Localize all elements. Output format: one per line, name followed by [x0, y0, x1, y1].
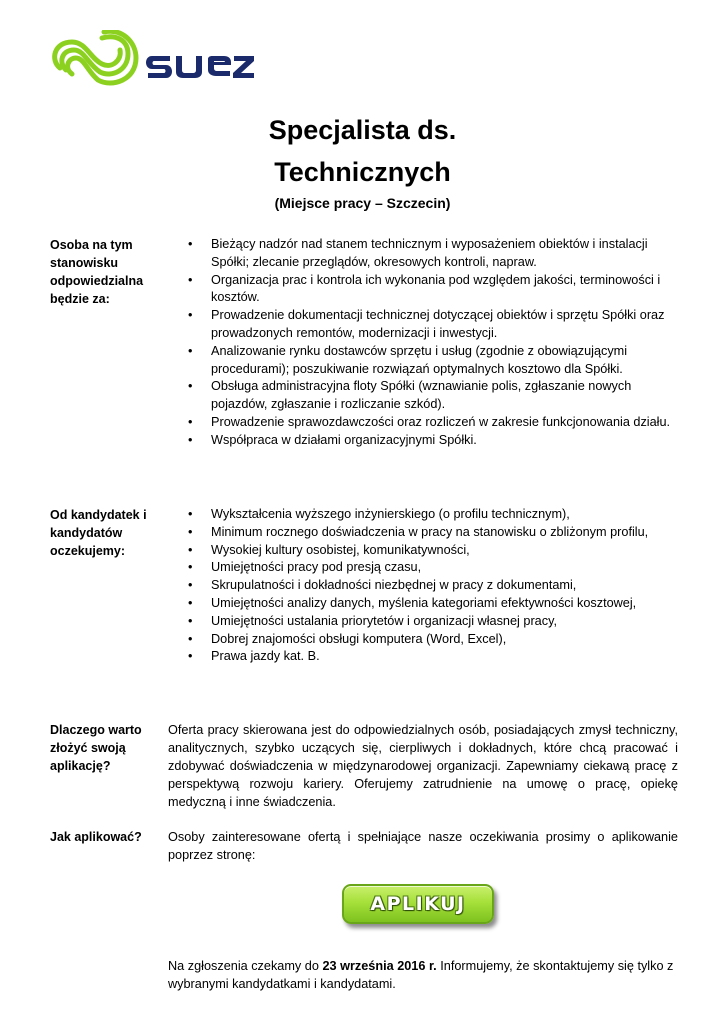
- responsibilities-list: [188, 236, 676, 450]
- list-item: • Wysokiej kultury osobistej, komunikatywności,: [188, 542, 676, 560]
- requirements-label: Od kandydatek i kandydatów oczekujemy:: [50, 508, 147, 558]
- list-item: • Analizowanie rynku dostawców sprzętu i usług (zgodnie z obowiązującymi procedurami); poszukiwanie rozwiązań optymalnych kosztowo dla Spółki.: [188, 343, 676, 379]
- list-item: • Organizacja prac i kontrola ich wykonania pod względem jakości, terminowości i kosztów.: [188, 272, 676, 308]
- how-apply-text: Osoby zainteresowane ofertą i spełniające nasze oczekiwania prosimy o aplikowanie poprzez stronę:: [168, 830, 678, 862]
- list-item: • Bieżący nadzór nad stanem technicznym i wyposażeniem obiektów i instalacji Spółki; zlecanie przeglądów, okresowych kontroli, napraw.: [188, 236, 676, 272]
- deadline-suffix: Informujemy, że skontaktujemy się tylko z wybranymi kandydatkami i kandydatami.: [168, 959, 674, 991]
- how-apply-label: Jak aplikować?: [50, 830, 142, 844]
- deadline-date: 23 września 2016 r.: [322, 959, 437, 973]
- suez-logo: [46, 30, 256, 88]
- list-item: • Umiejętności analizy danych, myślenia kategoriami efektywności kosztowej,: [188, 595, 676, 613]
- requirements-list: [188, 506, 676, 666]
- list-item: • Umiejętności pracy pod presją czasu,: [188, 559, 676, 577]
- job-location: (Miejsce pracy – Szczecin): [274, 195, 451, 211]
- page-title-line1: Specjalista ds.: [268, 115, 457, 145]
- list-item: • Prawa jazdy kat. B.: [188, 648, 676, 666]
- deadline-prefix: Na zgłoszenia czekamy do: [168, 959, 323, 973]
- list-item: • Współpraca w działami organizacyjnymi Spółki.: [188, 432, 676, 450]
- responsibilities-label: Osoba na tym stanowisku odpowiedzialna będzie za:: [50, 238, 144, 306]
- list-item: • Prowadzenie dokumentacji technicznej dotyczącej obiektów i sprzętu Spółki oraz prowadzonych remontów, modernizacji i inwestycji.: [188, 307, 676, 343]
- apply-button[interactable]: [342, 884, 494, 924]
- why-apply-text: Oferta pracy skierowana jest do odpowiedzialnych osób, posiadających zmysł techniczny, analitycznych, szybko uczących się, cierpliwych i dokładnych, które chcą pracować i zdobywać doświadczenia w międzynarodowej organizacji. Zapewniamy ciekawą pracę z perspektywą rozwoju kariery. Oferujemy zatrudnienie na umowę o pracę, opiekę medyczną i inne świadczenia.: [168, 723, 678, 809]
- list-item: • Prowadzenie sprawozdawczości oraz rozliczeń w zakresie funkcjonowania działu.: [188, 414, 676, 432]
- list-item: • Obsługa administracyjna floty Spółki (wznawianie polis, zgłaszanie nowych pojazdów, zgłaszanie i rozliczanie szkód).: [188, 378, 676, 414]
- suez-logo-mark: [46, 30, 256, 88]
- page-title-line2: Technicznych: [274, 157, 451, 187]
- apply-button-label: APLIKUJ: [370, 893, 466, 915]
- list-item: • Wykształcenia wyższego inżynierskiego (o profilu technicznym),: [188, 506, 676, 524]
- list-item: • Dobrej znajomości obsługi komputera (Word, Excel),: [188, 631, 676, 649]
- list-item: • Umiejętności ustalania priorytetów i organizacji własnej pracy,: [188, 613, 676, 631]
- list-item: • Minimum rocznego doświadczenia w pracy na stanowisku o zbliżonym profilu,: [188, 524, 676, 542]
- why-apply-label: Dlaczego warto złożyć swoją aplikację?: [50, 723, 142, 773]
- deadline-note: [168, 957, 678, 993]
- list-item: • Skrupulatności i dokładności niezbędnej w pracy z dokumentami,: [188, 577, 676, 595]
